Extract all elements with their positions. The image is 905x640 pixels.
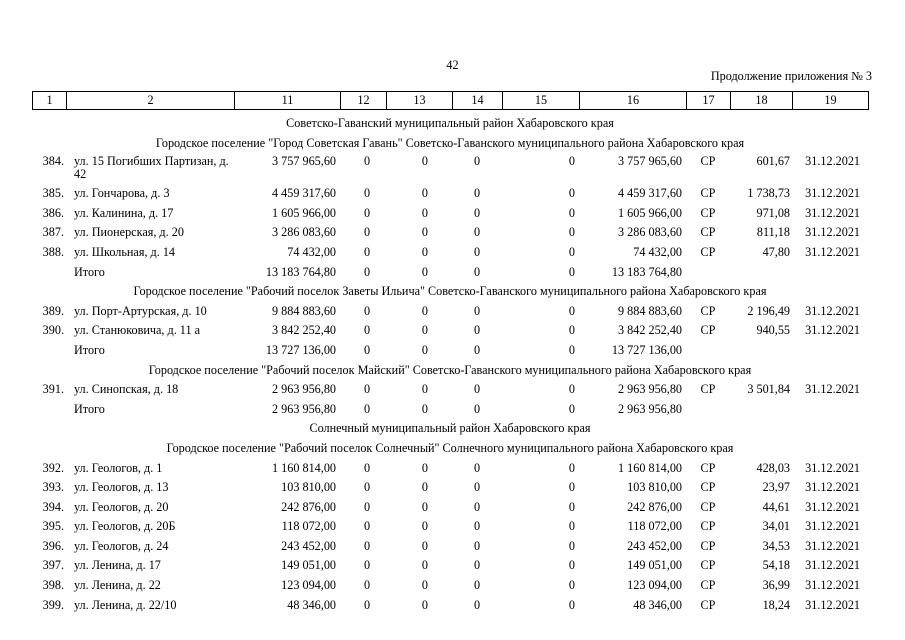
value-cell-18: 44,61 [762,499,790,514]
value-cell-19: 31.12.2021 [805,244,860,259]
value-cell-13: 0 [421,460,428,475]
value-cell-19: 31.12.2021 [805,519,860,534]
value-cell-16: 149 051,00 [627,558,682,573]
table-row [32,302,868,322]
address-cell: ул. Геологов, д. 24 [74,538,169,553]
table-row [32,380,868,400]
value-cell-12: 0 [364,578,371,593]
row-number: 397. [42,558,64,573]
row-number: 388. [42,244,64,259]
address-cell: ул. Калинина, д. 17 [74,205,174,220]
header-cell: 16 [580,92,687,110]
value-cell-17 [686,400,730,420]
value-cell-11: 3 757 965,60 [272,154,336,169]
value-cell-17: СР [700,323,716,338]
value-cell-16: 242 876,00 [627,499,682,514]
value-cell-18: 34,01 [762,519,790,534]
value-cell-12: 0 [364,538,371,553]
value-cell-13: 0 [421,244,428,259]
value-cell-16: 13 183 764,80 [611,264,682,279]
row-number [32,263,66,283]
table-row [32,556,868,576]
row-number: 389. [42,303,64,318]
value-cell-18: 1 738,73 [747,186,790,201]
table-row [32,517,868,537]
value-cell-11: 74 432,00 [287,244,336,259]
row-number [32,341,66,361]
value-cell-11: 3 842 252,40 [272,323,336,338]
value-cell-15: 0 [568,499,575,514]
header-cell: 15 [503,92,580,110]
section-heading: Советско-Гаванский муниципальный район Хабаровского края [286,116,614,130]
value-cell-16: 9 884 883,60 [618,303,682,318]
value-cell-13: 0 [421,382,428,397]
value-cell-19: 31.12.2021 [805,225,860,240]
value-cell-15: 0 [568,597,575,612]
value-cell-16: 103 810,00 [627,480,682,495]
value-cell-14: 0 [474,225,481,240]
value-cell-12: 0 [364,303,371,318]
column-number-header [32,91,869,110]
value-cell-14: 0 [474,538,481,553]
value-cell-18 [730,400,792,420]
value-cell-15: 0 [568,342,575,357]
value-cell-11: 3 286 083,60 [272,225,336,240]
value-cell-17: СР [700,154,716,169]
row-number: 395. [42,519,64,534]
value-cell-17: СР [700,303,716,318]
value-cell-17: СР [700,480,716,495]
value-cell-14: 0 [474,499,481,514]
value-cell-13: 0 [421,225,428,240]
value-cell-15: 0 [568,538,575,553]
value-cell-17: СР [700,578,716,593]
value-cell-18: 23,97 [762,480,790,495]
address-cell: Итого [74,342,105,357]
value-cell-15: 0 [568,244,575,259]
value-cell-17: СР [700,225,716,240]
value-cell-13: 0 [421,264,428,279]
value-cell-12: 0 [364,323,371,338]
header-cell: 17 [687,92,731,110]
value-cell-19: 31.12.2021 [805,499,860,514]
value-cell-18: 3 501,84 [747,382,790,397]
address-cell: ул. 15 Погибших Партизан, д. 42 [74,154,229,182]
value-cell-11: 1 160 814,00 [272,460,336,475]
table-row [32,243,868,263]
table-row [32,223,868,243]
section-heading: Городское поселение "Рабочий поселок Заветы Ильича" Советско-Гаванского муниципального района Хабаровского края [133,284,767,299]
value-cell-13: 0 [421,597,428,612]
value-cell-17: СР [700,519,716,534]
section-heading: Городское поселение "Рабочий поселок Майский" Советско-Гаванского муниципального района Хабаровского края [148,362,752,377]
value-cell-19: 31.12.2021 [805,205,860,220]
value-cell-18: 601,67 [756,154,790,169]
value-cell-14: 0 [474,154,481,169]
value-cell-18: 34,53 [762,538,790,553]
value-cell-16: 3 842 252,40 [618,323,682,338]
value-cell-18 [730,341,792,361]
value-cell-18: 18,24 [762,597,790,612]
value-cell-13: 0 [421,401,428,416]
address-cell: ул. Геологов, д. 13 [74,480,169,495]
address-cell: ул. Геологов, д. 20Б [74,519,176,534]
table-row [32,153,868,184]
row-number: 384. [42,154,64,169]
value-cell-13: 0 [421,205,428,220]
value-cell-19: 31.12.2021 [805,597,860,612]
section-heading: Городское поселение "Рабочий поселок Солнечный" Солнечного муниципального района Хабаровского края [166,440,734,455]
address-cell: ул. Геологов, д. 20 [74,499,169,514]
table-row [32,576,868,596]
value-cell-16: 4 459 317,60 [618,186,682,201]
value-cell-17: СР [700,597,716,612]
value-cell-16: 74 432,00 [633,244,682,259]
value-cell-11: 4 459 317,60 [272,186,336,201]
value-cell-14: 0 [474,323,481,338]
header-cell: 1 [33,92,67,110]
value-cell-12: 0 [364,499,371,514]
value-cell-16: 2 963 956,80 [618,382,682,397]
continuation-note: Продолжение приложения № 3 [710,69,872,83]
value-cell-19: 31.12.2021 [805,154,860,169]
value-cell-12: 0 [364,264,371,279]
value-cell-19 [792,400,868,420]
value-cell-15: 0 [568,558,575,573]
value-cell-14: 0 [474,460,481,475]
value-cell-19: 31.12.2021 [805,303,860,318]
value-cell-19: 31.12.2021 [805,558,860,573]
table-row [32,459,868,479]
value-cell-19: 31.12.2021 [805,323,860,338]
value-cell-17: СР [700,460,716,475]
value-cell-17: СР [700,382,716,397]
value-cell-13: 0 [421,186,428,201]
value-cell-13: 0 [421,519,428,534]
row-number: 392. [42,460,64,475]
value-cell-19: 31.12.2021 [805,382,860,397]
value-cell-12: 0 [364,186,371,201]
value-cell-14: 0 [474,244,481,259]
value-cell-16: 118 072,00 [627,519,682,534]
value-cell-13: 0 [421,154,428,169]
value-cell-14: 0 [474,264,481,279]
section-heading: Солнечный муниципальный район Хабаровского края [309,421,591,436]
value-cell-15: 0 [568,205,575,220]
value-cell-14: 0 [474,342,481,357]
value-cell-17: СР [700,499,716,514]
table-body [32,114,868,615]
value-cell-15: 0 [568,154,575,169]
value-cell-12: 0 [364,382,371,397]
value-cell-18: 971,08 [756,205,790,220]
value-cell-16: 3 757 965,60 [618,154,682,169]
header-cell: 13 [387,92,453,110]
value-cell-14: 0 [474,519,481,534]
table-row [32,204,868,224]
value-cell-12: 0 [364,244,371,259]
table-row [32,596,868,616]
value-cell-13: 0 [421,342,428,357]
value-cell-17: СР [700,538,716,553]
section-heading: Городское поселение "Город Советская Гавань" Советско-Гаванского муниципального района Хабаровского края [155,135,745,150]
header-cell: 14 [453,92,503,110]
value-cell-16: 123 094,00 [627,578,682,593]
value-cell-18 [730,263,792,283]
value-cell-13: 0 [421,538,428,553]
value-cell-18: 47,80 [762,244,790,259]
row-number: 396. [42,538,64,553]
value-cell-15: 0 [568,578,575,593]
value-cell-14: 0 [474,480,481,495]
value-cell-14: 0 [474,578,481,593]
address-cell: ул. Синопская, д. 18 [74,382,179,397]
value-cell-13: 0 [421,558,428,573]
row-number: 398. [42,578,64,593]
value-cell-15: 0 [568,264,575,279]
address-cell: Итого [74,401,105,416]
value-cell-18: 2 196,49 [747,303,790,318]
value-cell-18: 54,18 [762,558,790,573]
value-cell-11: 2 963 956,80 [272,401,336,416]
row-number: 393. [42,480,64,495]
value-cell-18: 36,99 [762,578,790,593]
value-cell-14: 0 [474,382,481,397]
value-cell-18: 428,03 [756,460,790,475]
value-cell-14: 0 [474,186,481,201]
value-cell-16: 1 160 814,00 [618,460,682,475]
value-cell-15: 0 [568,480,575,495]
value-cell-12: 0 [364,480,371,495]
total-row [32,400,868,420]
value-cell-12: 0 [364,460,371,475]
value-cell-16: 243 452,00 [627,538,682,553]
address-cell: ул. Ленина, д. 22/10 [74,597,177,612]
address-cell: ул. Станюковича, д. 11 а [74,323,201,338]
value-cell-19: 31.12.2021 [805,480,860,495]
value-cell-15: 0 [568,401,575,416]
value-cell-19: 31.12.2021 [805,460,860,475]
value-cell-11: 13 727 136,00 [265,342,336,357]
value-cell-12: 0 [364,401,371,416]
value-cell-19: 31.12.2021 [805,538,860,553]
address-cell: ул. Ленина, д. 22 [74,578,161,593]
table-row [32,478,868,498]
value-cell-15: 0 [568,303,575,318]
table-row [32,537,868,557]
table-row [32,321,868,341]
value-cell-16: 2 963 956,80 [618,401,682,416]
value-cell-15: 0 [568,519,575,534]
value-cell-11: 103 810,00 [281,480,336,495]
value-cell-11: 2 963 956,80 [272,382,336,397]
header-cell: 12 [341,92,387,110]
value-cell-16: 13 727 136,00 [611,342,682,357]
address-cell: ул. Ленина, д. 17 [74,558,161,573]
value-cell-17: СР [700,558,716,573]
value-cell-17 [686,263,730,283]
total-row [32,341,868,361]
value-cell-19 [792,341,868,361]
value-cell-15: 0 [568,225,575,240]
value-cell-17: СР [700,186,716,201]
value-cell-17 [686,341,730,361]
value-cell-13: 0 [421,578,428,593]
value-cell-17: СР [700,205,716,220]
address-cell: ул. Порт-Артурская, д. 10 [74,303,207,318]
header-cell: 11 [235,92,341,110]
value-cell-14: 0 [474,597,481,612]
value-cell-19 [792,263,868,283]
value-cell-11: 123 094,00 [281,578,336,593]
value-cell-11: 9 884 883,60 [272,303,336,318]
value-cell-18: 811,18 [756,225,790,240]
value-cell-18: 940,55 [756,323,790,338]
page-number: 42 [446,58,459,72]
value-cell-11: 13 183 764,80 [265,264,336,279]
value-cell-16: 3 286 083,60 [618,225,682,240]
table-row [32,498,868,518]
value-cell-15: 0 [568,382,575,397]
value-cell-15: 0 [568,323,575,338]
row-number: 391. [42,382,64,397]
total-row [32,263,868,283]
row-number: 387. [42,225,64,240]
value-cell-12: 0 [364,558,371,573]
value-cell-12: 0 [364,342,371,357]
row-number: 385. [42,186,64,201]
address-cell: ул. Пионерская, д. 20 [74,225,184,240]
value-cell-17: СР [700,244,716,259]
row-number [32,400,66,420]
address-cell: ул. Гончарова, д. 3 [74,186,170,201]
value-cell-12: 0 [364,597,371,612]
value-cell-11: 149 051,00 [281,558,336,573]
value-cell-14: 0 [474,558,481,573]
row-number: 399. [42,597,64,612]
address-cell: Итого [74,264,105,279]
value-cell-16: 48 346,00 [633,597,682,612]
value-cell-14: 0 [474,303,481,318]
value-cell-19: 31.12.2021 [805,578,860,593]
value-cell-13: 0 [421,323,428,338]
table-row [32,184,868,204]
value-cell-13: 0 [421,499,428,514]
address-cell: ул. Школьная, д. 14 [74,244,176,259]
row-number: 386. [42,205,64,220]
value-cell-11: 1 605 966,00 [272,205,336,220]
value-cell-15: 0 [568,186,575,201]
value-cell-14: 0 [474,401,481,416]
header-cell: 19 [793,92,869,110]
value-cell-15: 0 [568,460,575,475]
value-cell-12: 0 [364,154,371,169]
row-number: 394. [42,499,64,514]
value-cell-12: 0 [364,225,371,240]
value-cell-11: 242 876,00 [281,499,336,514]
value-cell-13: 0 [421,303,428,318]
row-number: 390. [42,323,64,338]
value-cell-11: 48 346,00 [287,597,336,612]
value-cell-12: 0 [364,205,371,220]
address-cell: ул. Геологов, д. 1 [74,460,163,475]
value-cell-11: 118 072,00 [281,519,336,534]
header-cell: 18 [731,92,793,110]
value-cell-19: 31.12.2021 [805,186,860,201]
value-cell-14: 0 [474,205,481,220]
value-cell-16: 1 605 966,00 [618,205,682,220]
value-cell-12: 0 [364,519,371,534]
value-cell-11: 243 452,00 [281,538,336,553]
header-cell: 2 [67,92,235,110]
value-cell-13: 0 [421,480,428,495]
